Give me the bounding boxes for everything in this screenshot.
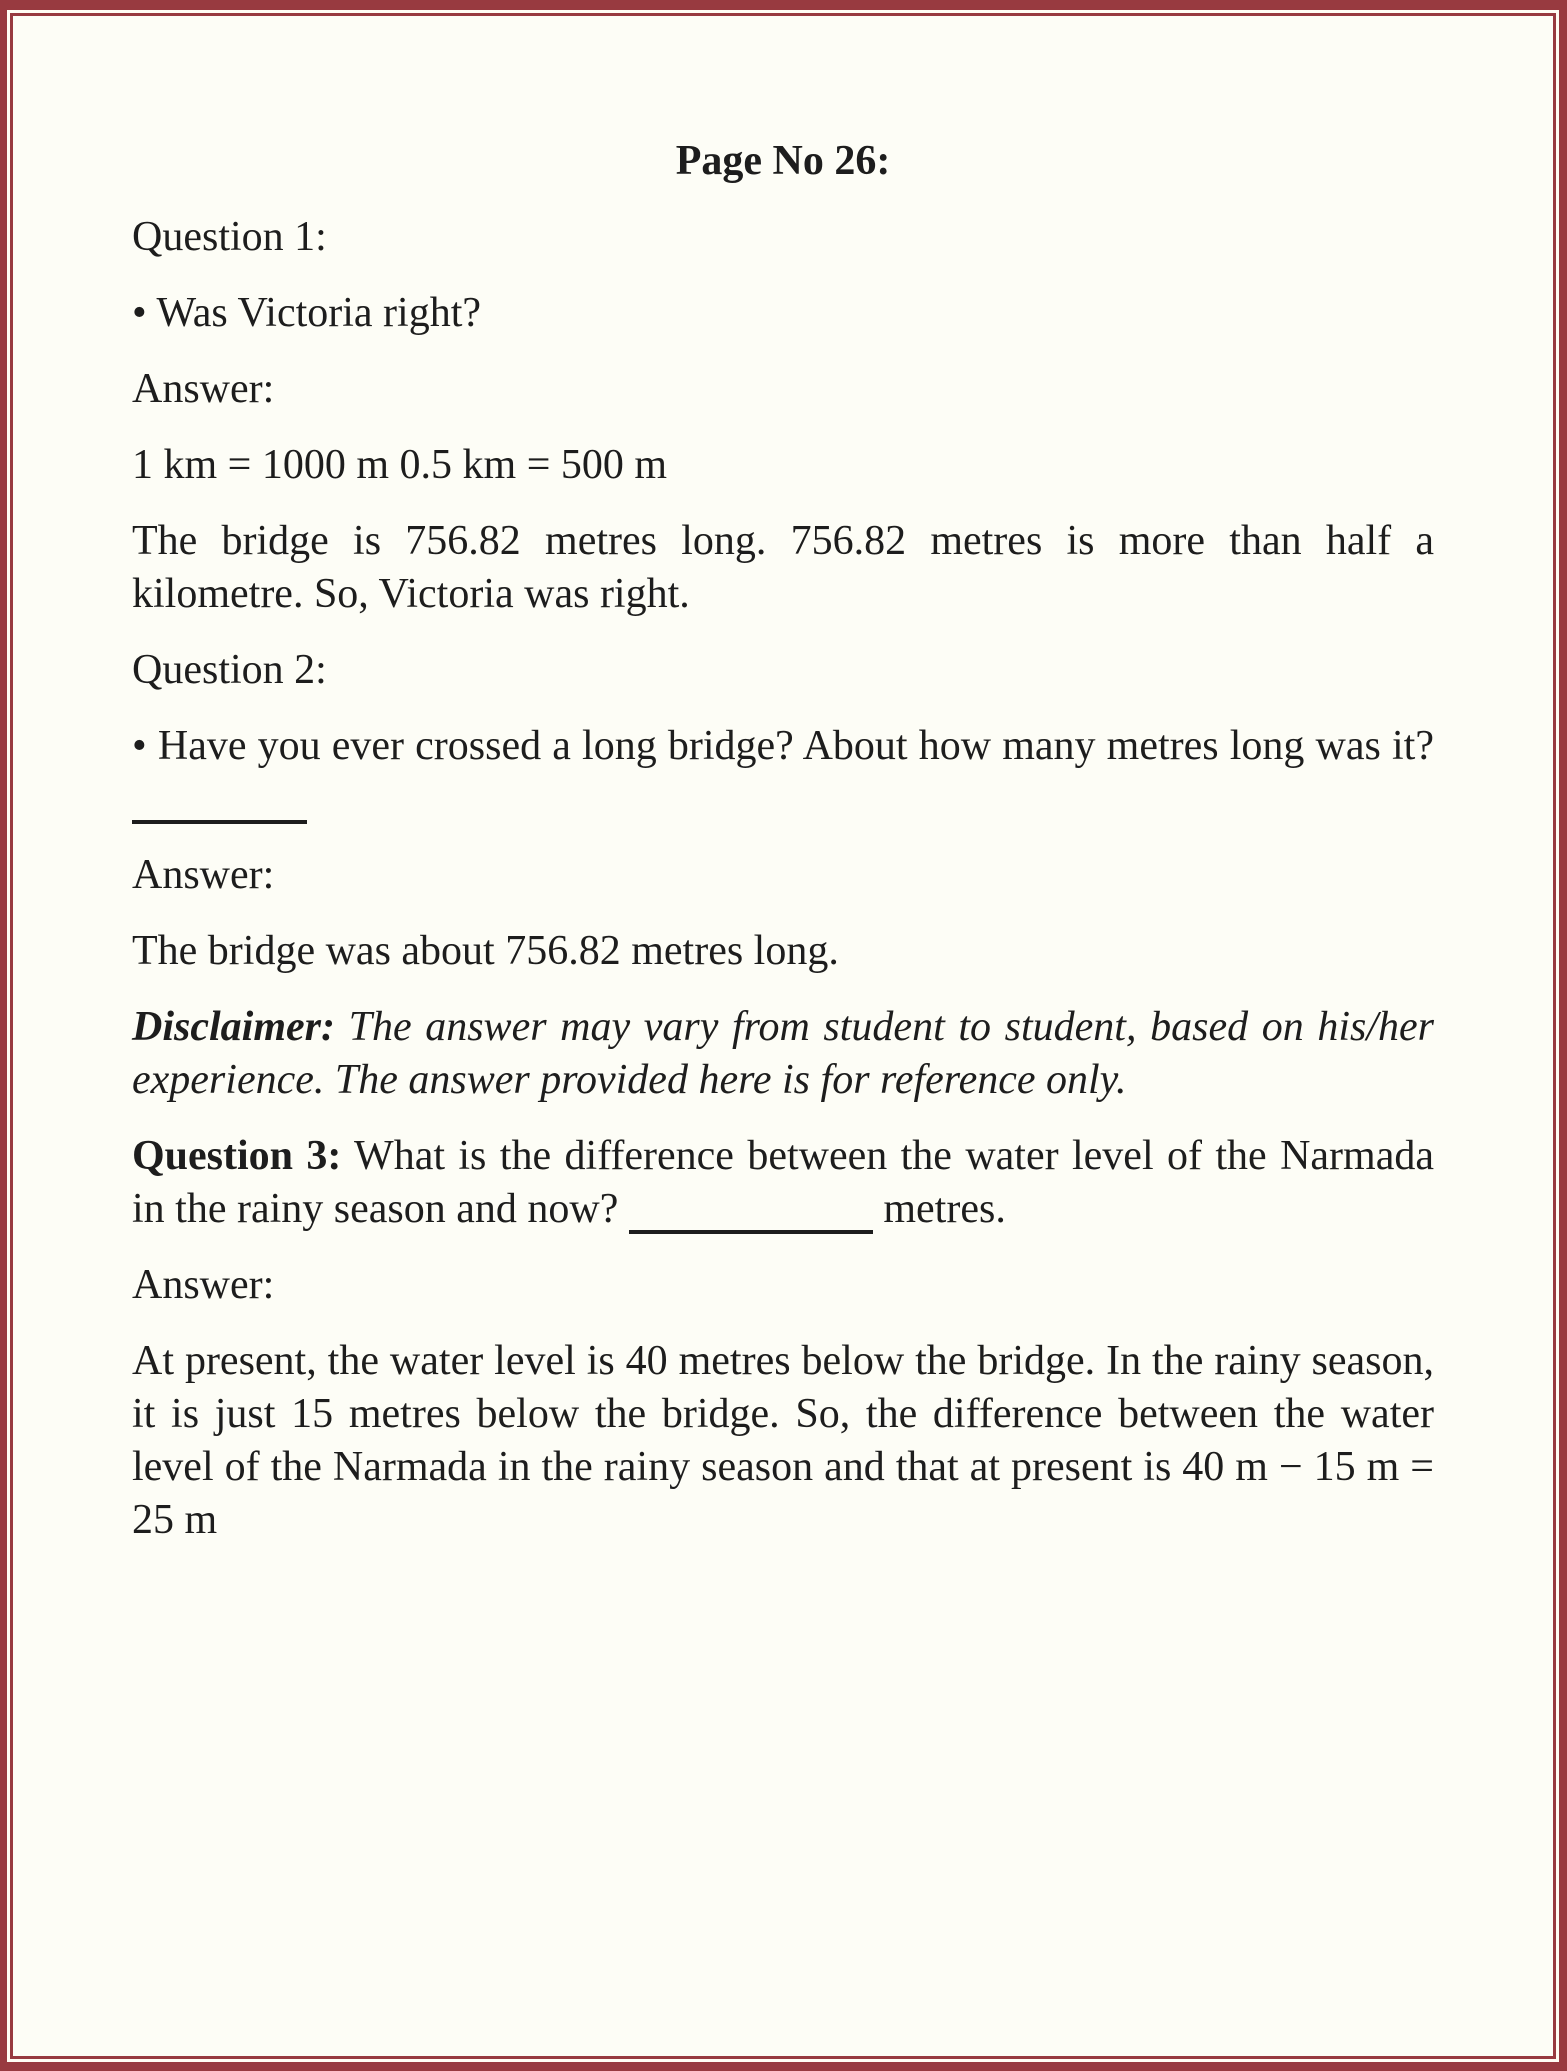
- document-page: [10, 13, 1556, 2059]
- question-1-answer-label: Answer:: [132, 366, 275, 412]
- question-3-body-suffix: metres.: [883, 1186, 1006, 1232]
- answer-blank-line: [132, 790, 307, 824]
- question-1-body: Was Victoria right?: [156, 290, 482, 336]
- question-1-heading: Question 1:: [132, 214, 327, 260]
- question-1-answer-formula: 1 km = 1000 m 0.5 km = 500 m: [132, 442, 668, 488]
- disclaimer-paragraph: [132, 1001, 1434, 1107]
- disclaimer-label: Disclaimer:: [132, 1004, 335, 1050]
- question-2-text: [132, 720, 1434, 826]
- question-2-heading: Question 2:: [132, 647, 327, 693]
- frame-inner-gap: [7, 10, 1559, 2062]
- question-3-body: What is the difference between the water level of the Narmada in the rainy season and now?: [132, 1133, 1434, 1232]
- bullet-marker: •: [132, 723, 147, 769]
- page-title: Page No 26:: [675, 138, 891, 184]
- disclaimer-text: The answer may vary from student to student, based on his/her experience. The answer provided here is for reference only.: [132, 1004, 1434, 1103]
- question-2-body: Have you ever crossed a long bridge? About how many metres long was it?: [157, 723, 1434, 769]
- question-2-answer-label: Answer:: [132, 852, 275, 898]
- question-2-answer-text: The bridge was about 756.82 metres long.: [132, 928, 839, 974]
- question-3-answer-label: Answer:: [132, 1262, 275, 1308]
- bullet-marker: •: [132, 290, 147, 336]
- question-3-heading: Question 3:: [132, 1133, 342, 1179]
- question-3-answer-paragraph: At present, the water level is 40 metres below the bridge. In the rainy season, it is just 15 metres below the bridge. So, the difference between the water level of the Narmada in the rainy season and that at present is 40 m − 15 m = 25 m: [132, 1338, 1434, 1543]
- question-1-answer-paragraph: The bridge is 756.82 metres long. 756.82 metres is more than half a kilometre. So, Victoria was right.: [132, 518, 1434, 617]
- question-1-text: [132, 287, 1434, 340]
- question-3-text: [132, 1130, 1434, 1236]
- answer-blank-line: [629, 1200, 873, 1234]
